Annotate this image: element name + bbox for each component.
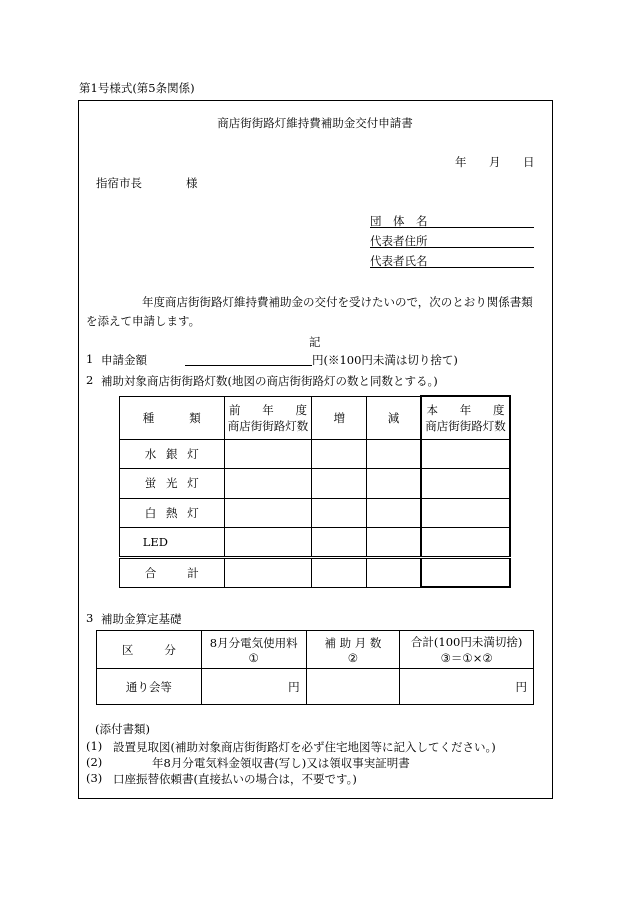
cell-input[interactable] — [367, 527, 422, 557]
cell-input[interactable] — [367, 468, 422, 498]
item2-number: 2 — [86, 373, 94, 387]
row-label-fluorescent: 蛍光灯 — [120, 468, 225, 498]
attachment-3-text: 口座振替依頼書(直接払いの場合は，不要です。) — [113, 772, 357, 786]
cell-input[interactable] — [224, 468, 312, 498]
lamp-count-table — [119, 395, 511, 588]
cell-input[interactable] — [367, 557, 422, 587]
header-decrease: 減 — [367, 396, 422, 439]
cell-input[interactable] — [367, 498, 422, 527]
form-number: 第1号様式(第5条関係) — [79, 81, 195, 95]
yen-unit: 円 — [515, 679, 527, 694]
date-day: 日 — [523, 155, 535, 169]
addressee-name: 指宿市長 — [96, 176, 142, 190]
item3-label: 補助金算定基礎 — [101, 612, 182, 626]
header-prev-year: 前年度 商店街街路灯数 — [224, 396, 312, 439]
body-text-line1: 年度商店街街路灯維持費補助金の交付を受けたいので，次のとおり関係書類 — [142, 295, 533, 309]
header-type: 種類 — [120, 396, 225, 439]
row-label-total: 合計 — [120, 557, 225, 587]
row-label-led: LED — [120, 527, 225, 557]
row-label-incandescent: 白熱灯 — [120, 498, 225, 527]
months-cell[interactable] — [306, 669, 400, 705]
cell-input[interactable] — [224, 527, 312, 557]
calc-basis-table — [96, 630, 534, 705]
rep-address-label: 代表者住所 — [370, 234, 428, 248]
group-name-field[interactable] — [370, 213, 534, 228]
attachment-2-number: (2) — [86, 755, 103, 769]
cell-input[interactable] — [224, 498, 312, 527]
attachment-1-number: (1) — [86, 739, 103, 753]
cell-input[interactable] — [421, 439, 510, 468]
item3-number: 3 — [86, 611, 94, 625]
rep-name-label: 代表者氏名 — [370, 254, 428, 268]
group-name-label: 団 体 名 — [370, 214, 428, 228]
form-title: 商店街街路灯維持費補助金交付申請書 — [217, 116, 413, 130]
item2-label: 補助対象商店街街路灯数(地図の商店街街路灯の数と同数とする。) — [101, 374, 438, 388]
cell-input[interactable] — [421, 468, 510, 498]
header-division: 区分 — [97, 631, 202, 669]
cell-input[interactable] — [421, 557, 510, 587]
item1-number: 1 — [86, 352, 94, 366]
row-label-mercury: 水銀灯 — [120, 439, 225, 468]
rep-address-field[interactable] — [370, 233, 534, 248]
body-text-line2: を添えて申請します。 — [86, 314, 201, 328]
attachments-heading: (添付書類) — [95, 722, 150, 736]
attachment-3-number: (3) — [86, 771, 103, 785]
header-curr-year: 本年度 商店街街路灯数 — [421, 396, 510, 439]
cell-input[interactable] — [312, 468, 367, 498]
ki-heading: 記 — [309, 335, 321, 349]
cell-input[interactable] — [312, 527, 367, 557]
cell-input[interactable] — [312, 557, 367, 587]
addressee-honorific: 様 — [186, 176, 198, 190]
attachment-2-text: 年8月分電気料金領収書(写し)又は領収事実証明書 — [152, 756, 410, 770]
cell-input[interactable] — [312, 498, 367, 527]
cell-input[interactable] — [312, 439, 367, 468]
cell-input[interactable] — [224, 557, 312, 587]
amount-field[interactable] — [185, 352, 312, 366]
header-total: 合計(100円未満切捨) ③＝①×② — [400, 631, 534, 669]
yen-unit: 円 — [288, 679, 300, 694]
cell-input[interactable] — [224, 439, 312, 468]
item1-label: 申請金額 — [101, 353, 147, 367]
amount-unit-note: 円(※100円未満は切り捨て) — [312, 353, 458, 367]
header-increase: 増 — [312, 396, 367, 439]
row-label-association: 通り会等 — [97, 669, 202, 705]
cell-input[interactable] — [421, 527, 510, 557]
cell-input[interactable] — [367, 439, 422, 468]
total-amount-cell[interactable] — [400, 669, 534, 705]
attachment-1-text: 設置見取図(補助対象商店街街路灯を必ず住宅地図等に記入してください。) — [113, 740, 496, 754]
date-month: 月 — [489, 155, 501, 169]
cell-input[interactable] — [421, 498, 510, 527]
header-electricity: 8月分電気使用料 ① — [201, 631, 306, 669]
electricity-amount-cell[interactable] — [201, 669, 306, 705]
rep-name-field[interactable] — [370, 253, 534, 268]
header-months: 補 助 月 数 ② — [306, 631, 400, 669]
date-year: 年 — [455, 155, 467, 169]
